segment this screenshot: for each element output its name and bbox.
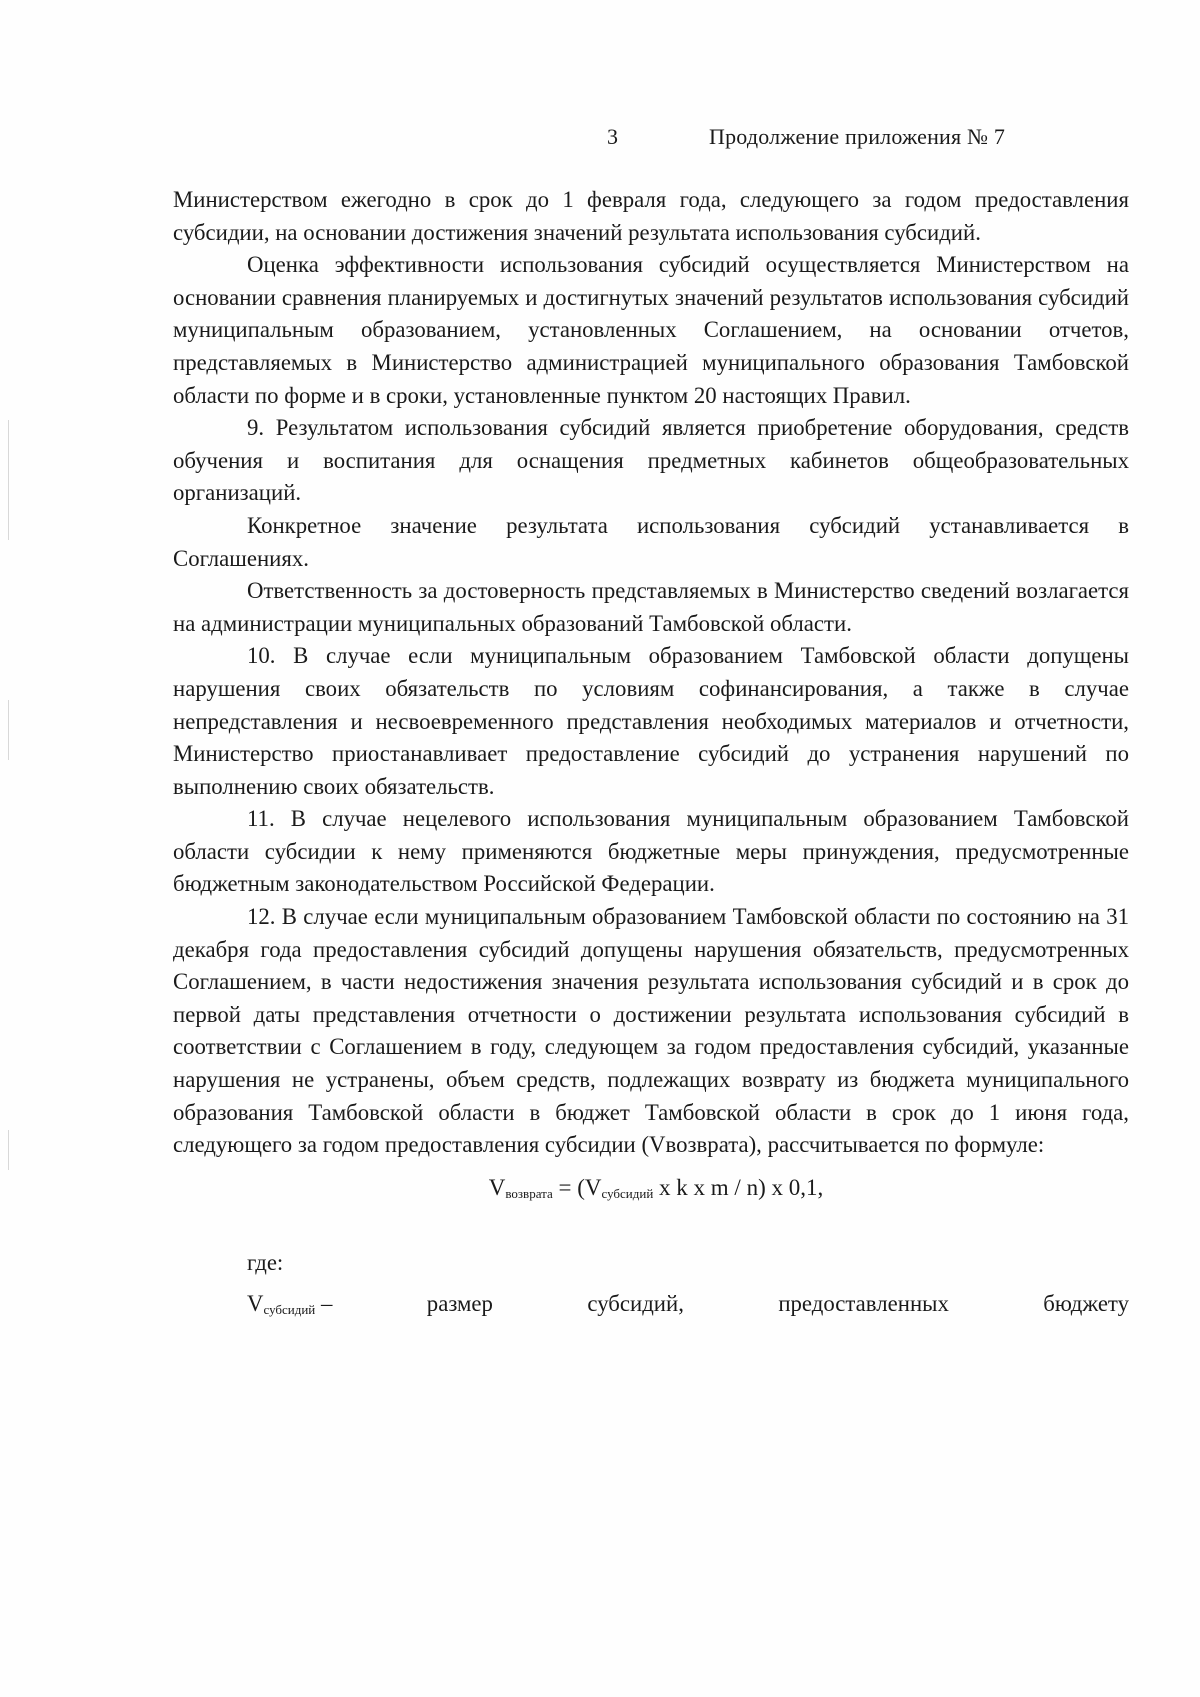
page-header	[0, 124, 1200, 156]
scan-artifact	[8, 1130, 9, 1170]
formula-sub-subsidy: субсидий	[601, 1185, 654, 1201]
appendix-caption: Продолжение приложения № 7	[709, 124, 1006, 149]
page-number: 3	[607, 124, 618, 149]
definition-word: размер	[426, 1291, 493, 1316]
paragraph: Ответственность за достоверность представляемых в Министерство сведений возлагается на администрации муниципальных образований Тамбовской области.	[173, 578, 1129, 636]
definition-word: бюджету	[1043, 1291, 1129, 1316]
document-body	[173, 184, 1129, 1324]
definition-symbol	[247, 1288, 332, 1324]
paragraph: Министерством ежегодно в срок до 1 февраля года, следующего за годом предоставления субсидии, на основании достижения значений результата использования субсидий.	[173, 187, 1129, 245]
paragraph: 9. Результатом использования субсидий является приобретение оборудования, средств обучения и воспитания для оснащения предметных кабинетов общеобразовательных организаций.	[173, 415, 1129, 506]
formula-sub-return: возврата	[505, 1185, 553, 1201]
formula-eq: = (V	[552, 1174, 602, 1200]
definition-word: субсидий,	[587, 1291, 684, 1316]
definition-line	[247, 1288, 1129, 1324]
definition-dash: –	[315, 1291, 333, 1316]
paragraph: 12. В случае если муниципальным образованием Тамбовской области по состоянию на 31 декабря года предоставления субсидий допущены нарушения обязательств, предусмотренных Соглашением, в части недостижения значения результата использования субсидий и в срок до первой даты представления отчетности о достижении результата использования субсидий в соответствии с Соглашением в году, следующем за годом предоставления субсидий, указанные нарушения не устранены, объем средств, подлежащих возврату из бюджета муниципального образования Тамбовской области в бюджет Тамбовской области в срок до 1 июня года, следующего за годом предоставления субсидии (Vвозврата), рассчитывается по формуле:	[173, 904, 1129, 1158]
paragraph: 11. В случае нецелевого использования муниципальным образованием Тамбовской области субсидии к нему применяются бюджетные меры принуждения, предусмотренные бюджетным законодательством Российской Федерации.	[173, 806, 1129, 897]
formula-rest: x k x m / n) x 0,1,	[653, 1174, 824, 1200]
paragraph: 10. В случае если муниципальным образованием Тамбовской области допущены нарушения своих обязательств по условиям софинансирования, а также в случае непредставления и несвоевременного представления необходимых материалов и отчетности, Министерство приостанавливает предоставление субсидий до устранения нарушений по выполнению своих обязательств.	[173, 643, 1129, 799]
formula	[173, 1172, 1129, 1208]
where-label: где:	[247, 1250, 284, 1276]
definition-sub: субсидий	[263, 1302, 316, 1317]
formula-v: V	[488, 1174, 506, 1200]
definition-v: V	[247, 1291, 264, 1316]
definition-word: предоставленных	[778, 1291, 949, 1316]
scan-artifact	[8, 420, 9, 540]
paragraph: Конкретное значение результата использования субсидий устанавливается в Соглашениях.	[173, 512, 1129, 571]
paragraph: Оценка эффективности использования субсидий осуществляется Министерством на основании сравнения планируемых и достигнутых значений результатов использования субсидий муниципальным образованием, установленных Соглашением, на основании отчетов, представляемых в Министерство администрацией муниципального образования Тамбовской области по форме и в сроки, установленные пунктом 20 настоящих Правил.	[173, 252, 1129, 408]
scan-artifact	[8, 700, 9, 760]
